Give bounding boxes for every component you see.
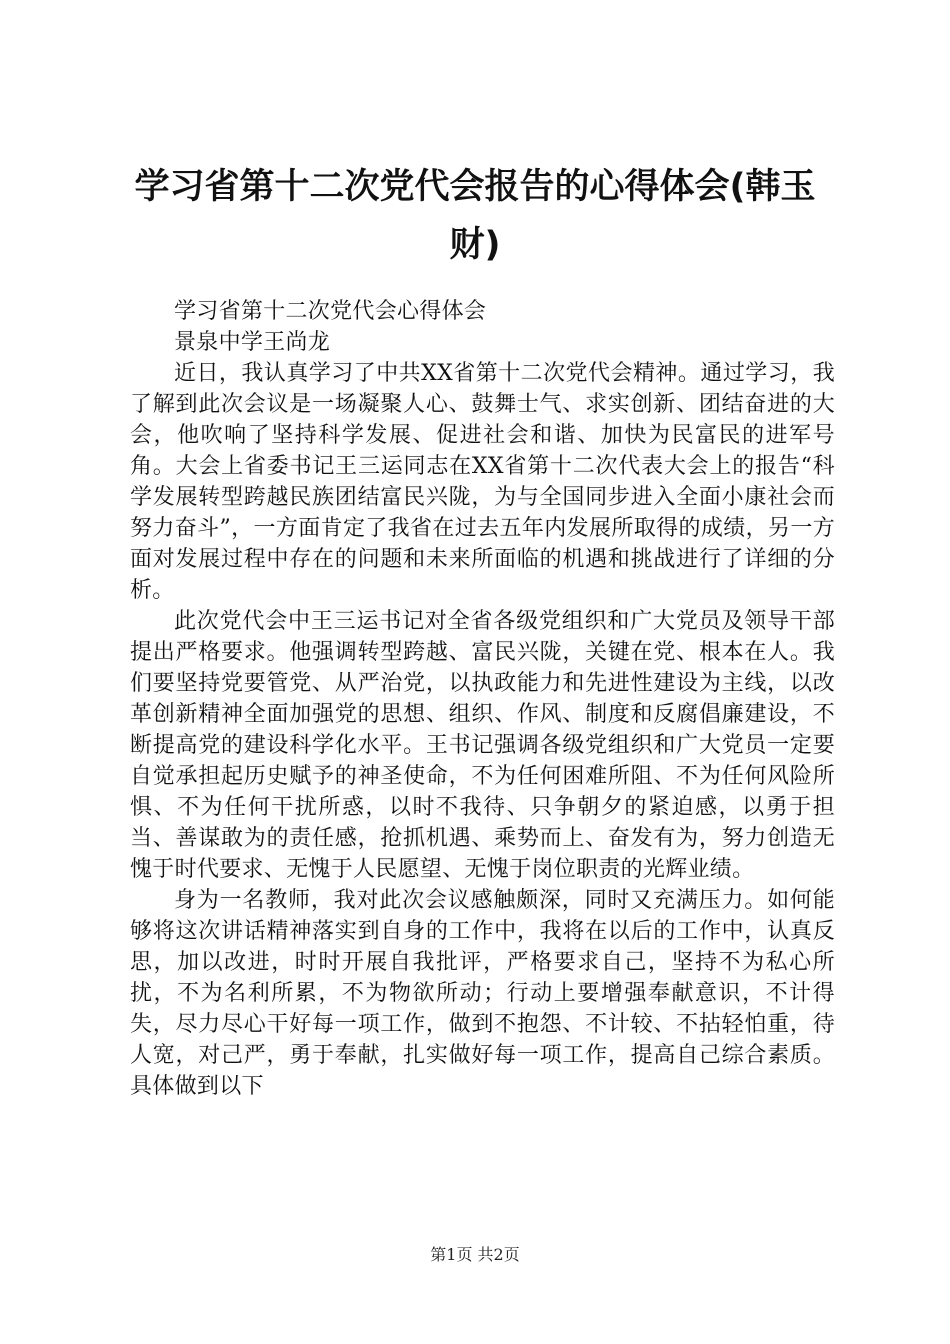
author-line: 景泉中学王尚龙 xyxy=(174,330,331,355)
paragraph: 近日，我认真学习了中共XX省第十二次党代会精神。通过学习，我了解到此次会议是一场凝聚人心、鼓舞士气、求实创新、团结奋进的大会，他吹响了坚持科学发展、促进社会和谐、加快为民富民的进军号角。大会上省委书记王三运同志在XX省第十二次代表大会上的报告“科学发展转型跨越民族团结富民兴陇，为与全国同步进入全面小康社会而努力奋斗”，一方面肯定了我省在过去五年内发展所取得的成绩，另一方面对发展过程中存在的问题和未来所面临的机遇和挑战进行了详细的分析。 xyxy=(130,361,835,603)
paragraph: 此次党代会中王三运书记对全省各级党组织和广大党员及领导干部提出严格要求。他强调转型跨越、富民兴陇，关键在党、根本在人。我们要坚持党要管党、从严治党，以执政能力和先进性建设为主线，以改革创新精神全面加强党的思想、组织、作风、制度和反腐倡廉建设，不断提高党的建设科学化水平。王书记强调各级党组织和广大党员一定要自觉承担起历史赋予的神圣使命，不为任何困难所阻、不为任何风险所惧、不为任何干扰所惑，以时不我待、只争朝夕的紧迫感，以勇于担当、善谋敢为的责任感，抢抓机遇、乘势而上、奋发有为，努力创造无愧于时代要求、无愧于人民愿望、无愧于岗位职责的光辉业绩。 xyxy=(130,609,835,882)
document-title: 学习省第十二次党代会报告的心得体会(韩玉财) xyxy=(134,167,816,265)
document-body xyxy=(130,296,835,1102)
paragraph: 身为一名教师，我对此次会议感触颇深，同时又充满压力。如何能够将这次讲话精神落实到自身的工作中，我将在以后的工作中，认真反思，加以改进，时时开展自我批评，严格要求自己，坚持不为私心所扰，不为名利所累，不为物欲所动；行动上要增强奉献意识，不计得失，尽力尽心干好每一项工作，做到不抱怨、不计较、不拈轻怕重，待人宽，对己严，勇于奉献，扎实做好每一项工作，提高自己综合素质。具体做到以下 xyxy=(130,888,835,1099)
document-subtitle: 学习省第十二次党代会心得体会 xyxy=(174,299,487,324)
page-footer: 第1页 共2页 xyxy=(430,1245,520,1264)
